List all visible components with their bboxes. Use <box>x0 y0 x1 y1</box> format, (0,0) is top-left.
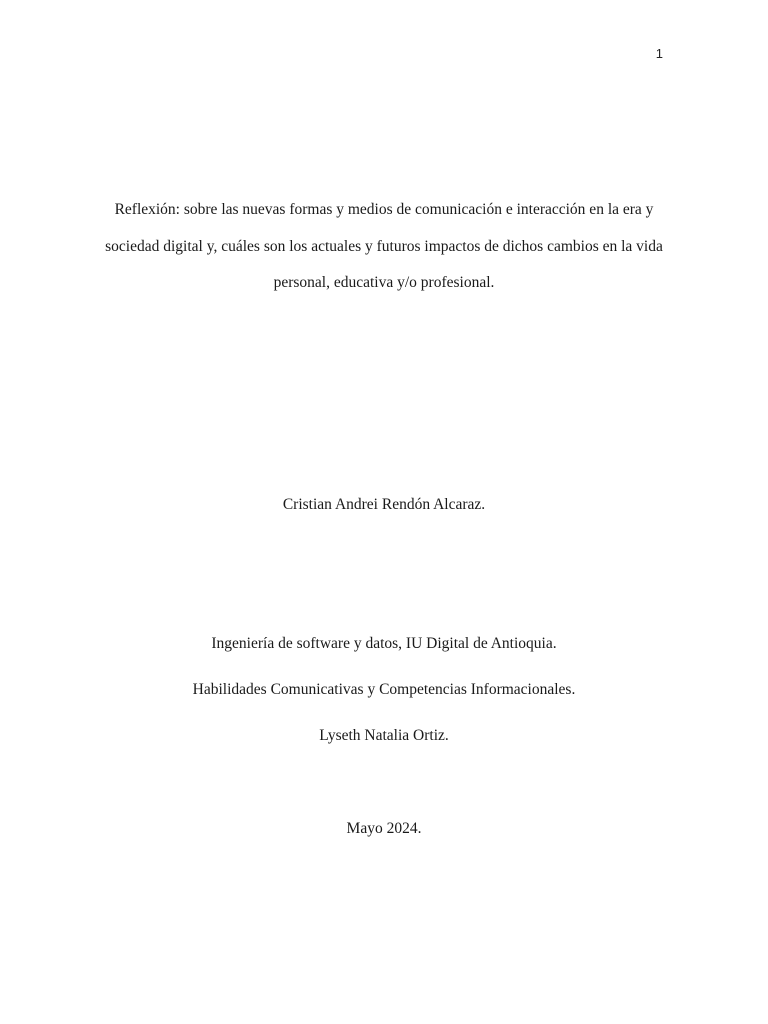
title-line-1: Reflexión: sobre las nuevas formas y medios de comunicación e interacción en la era y <box>114 201 654 218</box>
title-line-2: sociedad digital y, cuáles son los actuales y futuros impactos de dichos cambios en la vida <box>105 237 663 255</box>
document-date: Mayo 2024. <box>346 820 422 837</box>
author-name: Cristian Andrei Rendón Alcaraz. <box>282 496 486 513</box>
course-name: Habilidades Comunicativas y Competencias Informacionales. <box>192 681 576 698</box>
teacher-name: Lyseth Natalia Ortiz. <box>319 727 449 744</box>
document-title <box>100 192 668 302</box>
title-line-3: personal, educativa y/o profesional. <box>273 274 495 291</box>
program-institution: Ingeniería de software y datos, IU Digital de Antioquia. <box>211 635 557 652</box>
page-number: 1 <box>655 46 663 61</box>
